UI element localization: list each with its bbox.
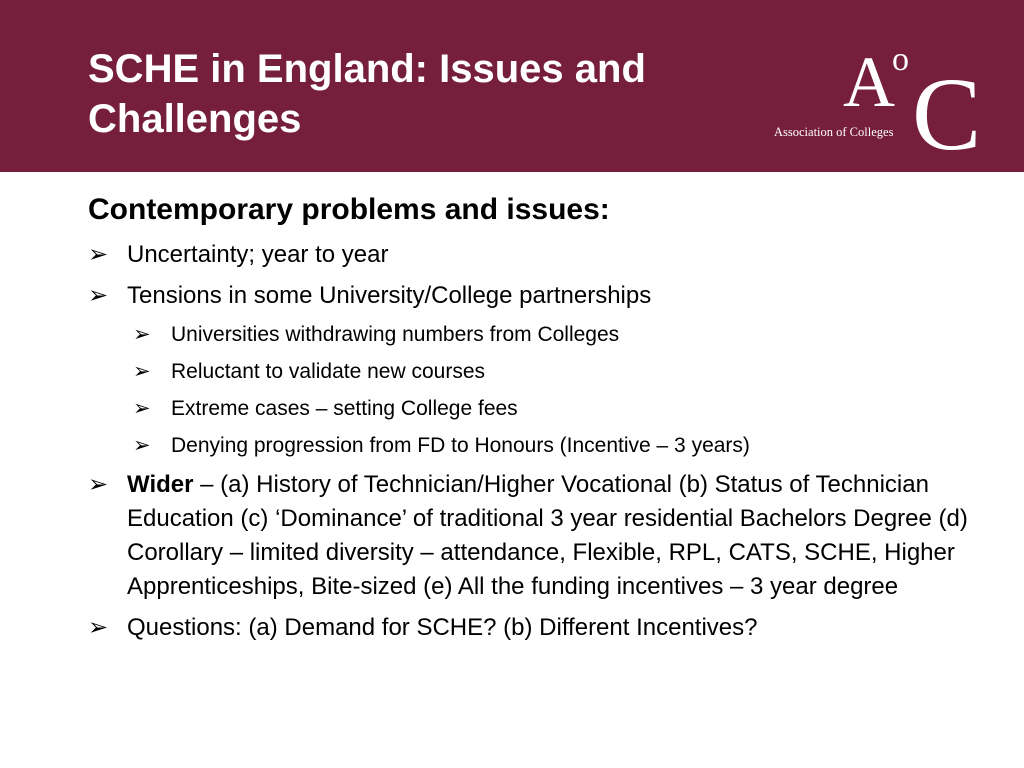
section-heading: Contemporary problems and issues: xyxy=(88,193,610,226)
sub-bullet-text: Universities withdrawing numbers from Colleges xyxy=(171,323,620,346)
arrow-bullet-icon: ➢ xyxy=(133,323,151,346)
logo-text: Association of Colleges xyxy=(774,125,894,139)
sub-bullet-withdrawing-numbers xyxy=(133,320,988,350)
sub-bullet-extreme-cases xyxy=(133,394,988,424)
arrow-bullet-icon: ➢ xyxy=(88,241,109,268)
bullet-body-text: – (a) History of Technician/Higher Vocational (b) Status of Technician Education (c) ‘Dominance’ of traditional 3 year residential Bachelors Degree (d) Corollary – limited diversity – attendance, Flexible, RPL, CATS, SCHE, Higher Apprenticeships, Bite-sized (e) All the funding incentives – 3 year degree xyxy=(127,471,968,600)
bullet-uncertainty xyxy=(88,238,988,272)
arrow-bullet-icon: ➢ xyxy=(133,397,151,420)
logo-letter-o: o xyxy=(892,44,909,78)
arrow-bullet-icon: ➢ xyxy=(133,360,151,383)
bullet-lead-text: Wider xyxy=(127,471,194,498)
sub-bullet-denying-progression xyxy=(133,431,988,461)
arrow-bullet-icon: ➢ xyxy=(88,471,109,498)
bullet-text: Tensions in some University/College partnerships xyxy=(127,282,652,309)
bullet-tensions xyxy=(88,279,988,313)
bullet-text: Uncertainty; year to year xyxy=(127,241,389,268)
bullet-text: Questions: (a) Demand for SCHE? (b) Different Incentives? xyxy=(127,614,758,641)
sub-bullet-text: Extreme cases – setting College fees xyxy=(171,397,518,420)
slide-title: SCHE in England: Issues and Challenges xyxy=(88,47,646,141)
sub-bullet-text: Denying progression from FD to Honours (Incentive – 3 years) xyxy=(171,434,750,457)
slide-header xyxy=(0,0,1024,172)
slide-content xyxy=(88,190,988,652)
sub-bullet-text: Reluctant to validate new courses xyxy=(171,360,486,383)
bullet-wider xyxy=(88,468,987,604)
logo-letter-a: A xyxy=(843,44,895,122)
arrow-bullet-icon: ➢ xyxy=(88,614,109,641)
sub-bullet-reluctant-validate xyxy=(133,357,988,387)
aoc-logo xyxy=(770,44,990,162)
logo-letter-c: C xyxy=(912,57,982,162)
arrow-bullet-icon: ➢ xyxy=(133,434,151,457)
aoc-logo-graphic xyxy=(770,44,990,162)
arrow-bullet-icon: ➢ xyxy=(88,282,109,309)
bullet-text xyxy=(127,471,968,600)
bullet-questions xyxy=(88,611,988,645)
